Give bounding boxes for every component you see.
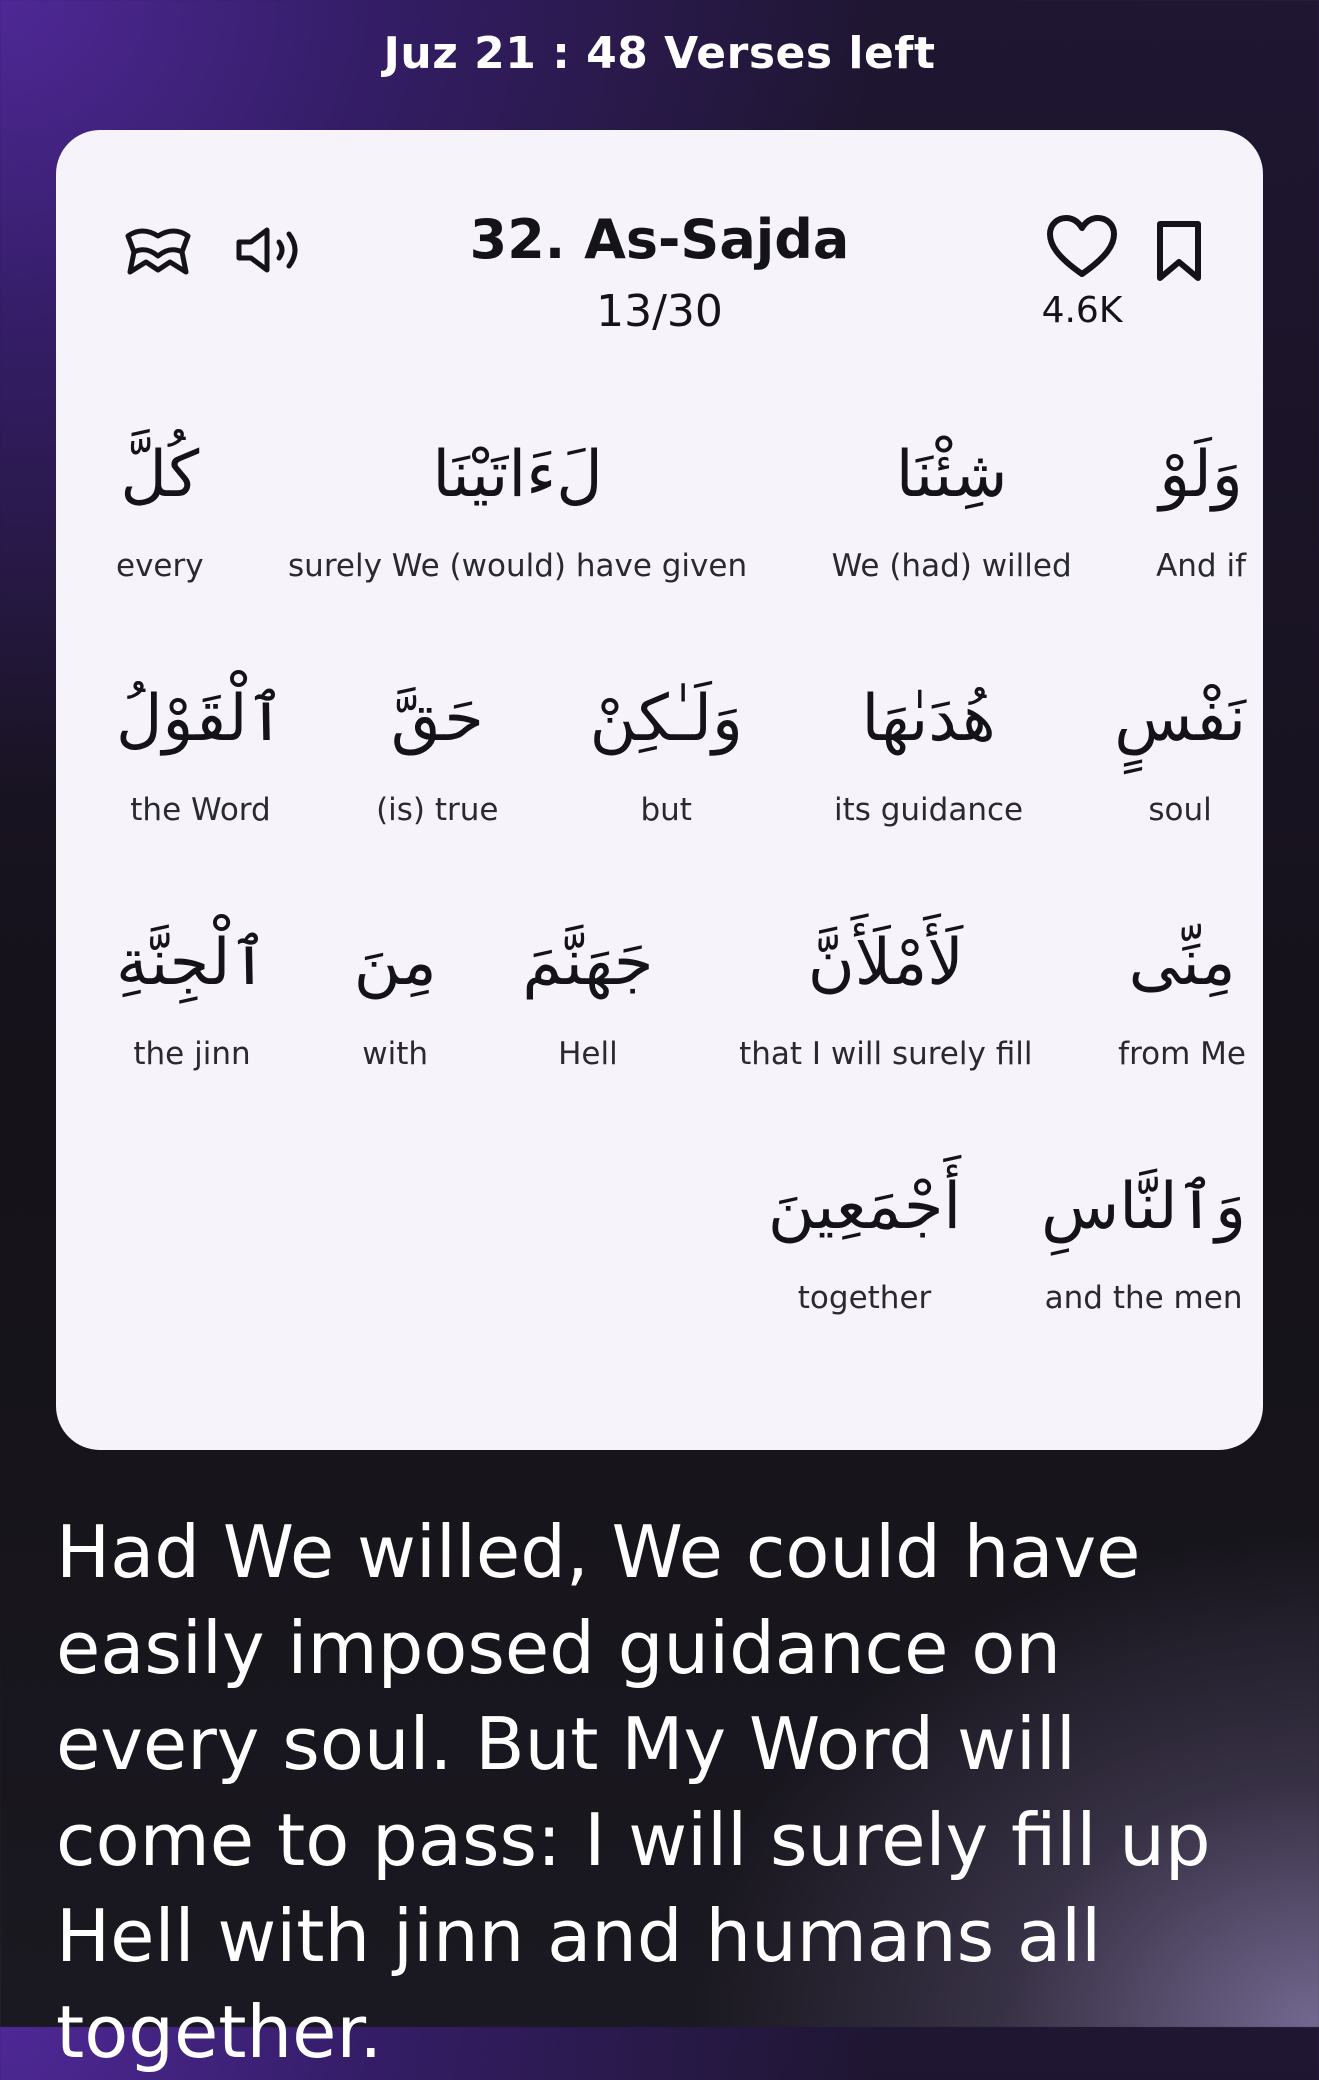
word-meaning: every	[116, 548, 204, 584]
word-item[interactable]	[376, 664, 498, 828]
word-meaning: We (had) willed	[831, 548, 1072, 584]
word-meaning: (is) true	[376, 792, 499, 828]
juz-progress-label: Juz 21 : 48 Verses left	[383, 28, 936, 79]
verse-card-header	[56, 130, 1263, 380]
bookmark-icon[interactable]	[1124, 206, 1234, 296]
word-item[interactable]	[522, 908, 653, 1072]
word-meaning: the jinn	[133, 1036, 251, 1072]
word-item[interactable]	[1114, 664, 1246, 828]
word-meaning: its guidance	[833, 792, 1024, 828]
word-meaning: but	[640, 792, 692, 828]
arabic-word: هُدَىٰهَا	[861, 682, 996, 756]
arabic-word: وَلَـٰكِنْ	[589, 682, 743, 756]
word-item[interactable]	[590, 664, 743, 828]
word-meaning: with	[362, 1036, 429, 1072]
arabic-word: حَقَّ	[390, 682, 484, 756]
word-item[interactable]	[1156, 420, 1246, 584]
arabic-word: أَجْمَعِينَ	[767, 1170, 962, 1244]
word-item[interactable]	[116, 420, 204, 584]
verse-translation: Had We willed, We could have easily imposed guidance on every soul. But My Word will come to pass: I will surely fill up Hell with jinn and humans all together.	[56, 1510, 1211, 2074]
arabic-word: لَءَاتَيْنَا	[432, 438, 603, 512]
word-meaning: soul	[1148, 792, 1212, 828]
arabic-word: جَهَنَّمَ	[522, 926, 654, 1000]
arabic-word: مِنِّى	[1128, 926, 1236, 1000]
word-row	[116, 420, 1246, 584]
ayah-position: 13/30	[596, 286, 723, 337]
word-item[interactable]	[739, 908, 1032, 1072]
word-meaning: from Me	[1118, 1036, 1246, 1072]
word-item[interactable]	[768, 1152, 961, 1316]
verse-card	[56, 130, 1263, 1450]
word-item[interactable]	[1118, 908, 1246, 1072]
word-item[interactable]	[116, 908, 268, 1072]
word-item[interactable]	[834, 664, 1023, 828]
word-meaning: together	[797, 1280, 932, 1316]
arabic-word: وَلَوْ	[1159, 438, 1243, 512]
arabic-word: وَٱلنَّاسِ	[1041, 1170, 1246, 1244]
word-meaning: the Word	[130, 792, 271, 828]
arabic-word: نَفْسٍ	[1114, 682, 1246, 756]
like-count: 4.6K	[1041, 290, 1123, 331]
word-item[interactable]	[1041, 1152, 1246, 1316]
surah-title: 32. As-Sajda	[469, 208, 850, 271]
word-item[interactable]	[116, 664, 285, 828]
word-meaning: surely We (would) have given	[288, 548, 748, 584]
word-meaning: And if	[1156, 548, 1246, 584]
word-meaning: and the men	[1044, 1280, 1243, 1316]
arabic-word: ٱلْقَوْلُ	[116, 682, 285, 756]
arabic-word: لَأَمْلَأَنَّ	[807, 926, 964, 1000]
word-row	[116, 1152, 1246, 1316]
word-row	[116, 908, 1246, 1072]
word-item[interactable]	[354, 908, 437, 1072]
arabic-word: كُلَّ	[120, 438, 200, 512]
word-item[interactable]	[832, 420, 1072, 584]
arabic-word: مِنَ	[353, 926, 437, 1000]
word-item[interactable]	[288, 420, 747, 584]
word-meaning: Hell	[558, 1036, 618, 1072]
arabic-word: شِئْنَا	[895, 438, 1008, 512]
word-row	[116, 664, 1246, 828]
arabic-word: ٱلْجِنَّةِ	[116, 926, 268, 1000]
word-meaning: that I will surely fill	[739, 1036, 1033, 1072]
